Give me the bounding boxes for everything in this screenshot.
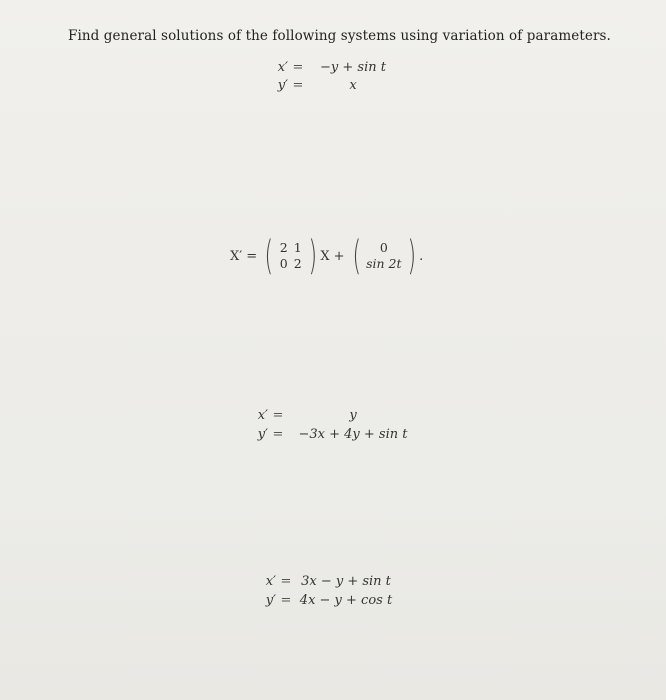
x-term: X xyxy=(320,248,330,264)
rhs: −y + sin t xyxy=(320,59,386,75)
system-4 xyxy=(236,572,436,610)
system-2 xyxy=(230,233,424,279)
left-paren: ( xyxy=(264,233,274,279)
equals: = xyxy=(292,59,304,75)
coefficient-matrix xyxy=(277,240,305,272)
left-paren: ( xyxy=(352,233,361,279)
rhs: x xyxy=(349,77,357,93)
matrix-entry: 1 xyxy=(293,240,302,255)
equals: = xyxy=(280,593,292,608)
period: . xyxy=(419,248,424,264)
system-3 xyxy=(228,406,428,444)
rhs: 3x − y + sin t xyxy=(301,574,391,589)
lhs: y′ xyxy=(257,427,268,442)
system-1-row-1 xyxy=(248,58,418,76)
system-4-row-1 xyxy=(236,572,436,591)
right-paren: ) xyxy=(308,233,317,279)
matrix-entry: 2 xyxy=(279,240,288,255)
right-paren: ) xyxy=(407,233,416,279)
lhs: y′ xyxy=(265,593,276,608)
rhs: 4x − y + cos t xyxy=(299,593,393,608)
equals: = xyxy=(246,248,258,264)
system-1-row-2 xyxy=(248,76,418,94)
lhs: x′ xyxy=(265,574,276,589)
system-3-row-2 xyxy=(228,425,428,444)
vector-entry: 0 xyxy=(379,240,388,255)
rhs: y xyxy=(349,408,357,423)
equals: = xyxy=(280,574,292,589)
equals: = xyxy=(292,77,304,93)
lhs: y′ xyxy=(277,77,288,93)
lhs: X′ xyxy=(230,248,243,264)
lhs: x′ xyxy=(257,408,268,423)
equals: = xyxy=(272,427,284,442)
forcing-vector xyxy=(364,240,403,272)
lhs: x′ xyxy=(277,59,288,75)
rhs: −3x + 4y + sin t xyxy=(298,427,408,442)
plus: + xyxy=(333,248,345,264)
equals: = xyxy=(272,408,284,423)
instruction-text: Find general solutions of the following systems using variation of parameters. xyxy=(68,28,611,44)
vector-entry: sin 2t xyxy=(366,256,402,271)
system-3-row-1 xyxy=(228,406,428,425)
matrix-entry: 0 xyxy=(279,256,288,271)
system-1 xyxy=(248,58,418,94)
matrix-entry: 2 xyxy=(293,256,302,271)
system-4-row-2 xyxy=(236,591,436,610)
